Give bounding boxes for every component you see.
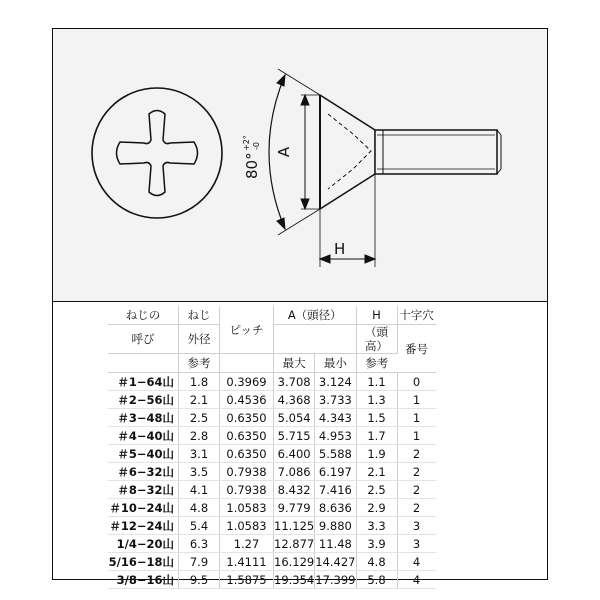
a-max-cell: 19.354 <box>274 572 315 587</box>
header-a-max: 最大 <box>274 354 315 373</box>
a-min-cell: 14.427 <box>315 554 356 569</box>
pitch-cell: 1.27 <box>220 535 274 553</box>
table-header-row <box>108 306 436 325</box>
h-cell: 1.1 <box>356 373 397 391</box>
screw-drawing-panel <box>53 29 547 301</box>
pitch-cell: 0.6350 <box>220 409 274 427</box>
pitch-cell: 1.4111 <box>220 553 274 571</box>
size-cell: ＃6−32山 <box>108 463 179 481</box>
pitch-cell: 0.7938 <box>220 481 274 499</box>
cross-number-cell: 1 <box>397 409 436 427</box>
size-cell: ＃3−48山 <box>108 409 179 427</box>
angle-label: 80° <box>243 152 261 179</box>
angle-label-group <box>242 135 261 179</box>
size-cell: ＃5−40山 <box>108 445 179 463</box>
header-a-min: 最小 <box>315 354 356 373</box>
a-max-cell: 12.877 <box>274 536 315 551</box>
a-max-cell: 8.432 <box>274 481 315 499</box>
dia-cell: 9.5 <box>179 571 220 589</box>
table-row <box>108 571 436 589</box>
cross-number-cell: 3 <box>397 517 436 535</box>
h-cell: 1.5 <box>356 409 397 427</box>
a-min-cell: 3.124 <box>315 373 356 391</box>
header-pitch: ピッチ <box>220 306 274 354</box>
a-max-cell: 16.129 <box>274 554 315 569</box>
screw-technical-drawing <box>53 29 547 301</box>
pitch-cell: 0.6350 <box>220 445 274 463</box>
cross-number-cell: 2 <box>397 463 436 481</box>
h-cell: 2.1 <box>356 463 397 481</box>
pitch-cell: 1.5875 <box>220 571 274 589</box>
header-dia-line1: ねじ <box>179 306 220 325</box>
a-max-cell: 4.368 <box>274 391 315 409</box>
pitch-cell: 0.3969 <box>220 373 274 391</box>
table-row <box>108 517 436 535</box>
dia-cell: 5.4 <box>179 517 220 535</box>
table-row <box>108 499 436 517</box>
table-row <box>108 445 436 463</box>
h-cell: 4.8 <box>356 553 397 571</box>
dia-cell: 6.3 <box>179 535 220 553</box>
a-min-cell: 4.953 <box>315 427 356 445</box>
h-cell: 5.8 <box>356 571 397 589</box>
size-cell: ＃8−32山 <box>108 481 179 499</box>
a-max-cell: 5.054 <box>274 409 315 427</box>
angle-tolerance-minus: -0 <box>252 142 261 150</box>
h-cell: 3.9 <box>356 535 397 553</box>
table-row <box>108 391 436 409</box>
pitch-cell: 1.0583 <box>220 517 274 535</box>
cross-number-cell: 3 <box>397 535 436 553</box>
table-row <box>108 553 436 571</box>
dimension-a-label: A <box>275 146 293 158</box>
size-cell: ＃2−56山 <box>108 391 179 409</box>
pitch-cell: 0.4536 <box>220 391 274 409</box>
pitch-cell: 0.6350 <box>220 427 274 445</box>
screw-spec-table <box>108 306 436 589</box>
cross-number-cell: 2 <box>397 445 436 463</box>
dia-cell: 7.9 <box>179 553 220 571</box>
header-cross-line2: 番号 <box>397 325 436 373</box>
table-row <box>108 409 436 427</box>
table-row <box>108 463 436 481</box>
pitch-cell: 0.7938 <box>220 463 274 481</box>
header-dia-line2: 外径 <box>179 325 220 354</box>
a-min-cell: 6.197 <box>315 463 356 481</box>
dia-cell: 3.5 <box>179 463 220 481</box>
h-cell: 1.9 <box>356 445 397 463</box>
angle-tolerance-plus: +2° <box>242 135 251 151</box>
phillips-cross-icon <box>117 111 198 196</box>
size-cell: ＃1−64山 <box>108 373 179 391</box>
header-h-ref: 参考 <box>356 354 397 373</box>
table-header-row <box>108 354 436 373</box>
dia-cell: 2.8 <box>179 427 220 445</box>
a-max-cell: 6.400 <box>274 445 315 463</box>
size-cell: ＃4−40山 <box>108 427 179 445</box>
h-cell: 1.7 <box>356 427 397 445</box>
pitch-cell: 1.0583 <box>220 499 274 517</box>
cross-number-cell: 4 <box>397 571 436 589</box>
a-min-cell: 8.636 <box>315 499 356 517</box>
header-a-head-diameter: A（頭径） <box>274 306 357 325</box>
size-cell: 1/4−20山 <box>108 535 179 553</box>
cross-number-cell: 1 <box>397 391 436 409</box>
a-min-cell: 11.48 <box>315 535 356 553</box>
a-min-cell: 4.343 <box>315 409 356 427</box>
header-h-line1: H <box>356 306 397 325</box>
dia-cell: 2.1 <box>179 391 220 409</box>
screw-side-view <box>320 95 501 209</box>
a-max-cell: 7.086 <box>274 463 315 481</box>
header-cross-line1: 十字穴 <box>397 306 436 325</box>
a-min-cell: 9.880 <box>315 517 356 535</box>
dimension-h-label: H <box>334 240 346 258</box>
header-dia-ref: 参考 <box>179 354 220 373</box>
dimension-a <box>301 95 321 209</box>
a-max-cell: 5.715 <box>274 427 315 445</box>
head-top-view <box>92 88 222 218</box>
size-cell: ＃12−24山 <box>108 517 179 535</box>
h-cell: 1.3 <box>356 391 397 409</box>
spec-table-panel <box>53 302 547 587</box>
table-row <box>108 373 436 391</box>
a-max-cell: 3.708 <box>274 373 315 391</box>
spec-sheet <box>52 28 548 587</box>
cross-number-cell: 0 <box>397 373 436 391</box>
header-spacer <box>108 354 179 373</box>
dia-cell: 4.8 <box>179 499 220 517</box>
a-min-cell: 5.588 <box>315 445 356 463</box>
table-row <box>108 481 436 499</box>
cross-number-cell: 1 <box>397 427 436 445</box>
h-cell: 3.3 <box>356 517 397 535</box>
dimension-h <box>320 174 375 267</box>
dia-cell: 2.5 <box>179 409 220 427</box>
table-row <box>108 535 436 553</box>
h-cell: 2.5 <box>356 481 397 499</box>
size-cell: ＃10−24山 <box>108 499 179 517</box>
a-max-cell: 9.779 <box>274 499 315 517</box>
dia-cell: 3.1 <box>179 445 220 463</box>
header-name-line1: ねじの <box>108 306 179 325</box>
table-row <box>108 427 436 445</box>
header-spacer <box>220 354 274 373</box>
a-max-cell: 11.125 <box>274 518 315 533</box>
size-cell: 5/16−18山 <box>108 553 179 571</box>
size-cell: 3/8−16山 <box>108 571 179 589</box>
a-min-cell: 17.399 <box>315 572 356 587</box>
cross-number-cell: 4 <box>397 553 436 571</box>
a-min-cell: 3.733 <box>315 391 356 409</box>
header-spacer <box>274 325 357 354</box>
dia-cell: 4.1 <box>179 481 220 499</box>
dia-cell: 1.8 <box>179 373 220 391</box>
h-cell: 2.9 <box>356 499 397 517</box>
header-h-line2: （頭高） <box>356 325 397 354</box>
cross-number-cell: 2 <box>397 499 436 517</box>
cross-number-cell: 2 <box>397 481 436 499</box>
a-min-cell: 7.416 <box>315 481 356 499</box>
header-name-line2: 呼び <box>108 325 179 354</box>
